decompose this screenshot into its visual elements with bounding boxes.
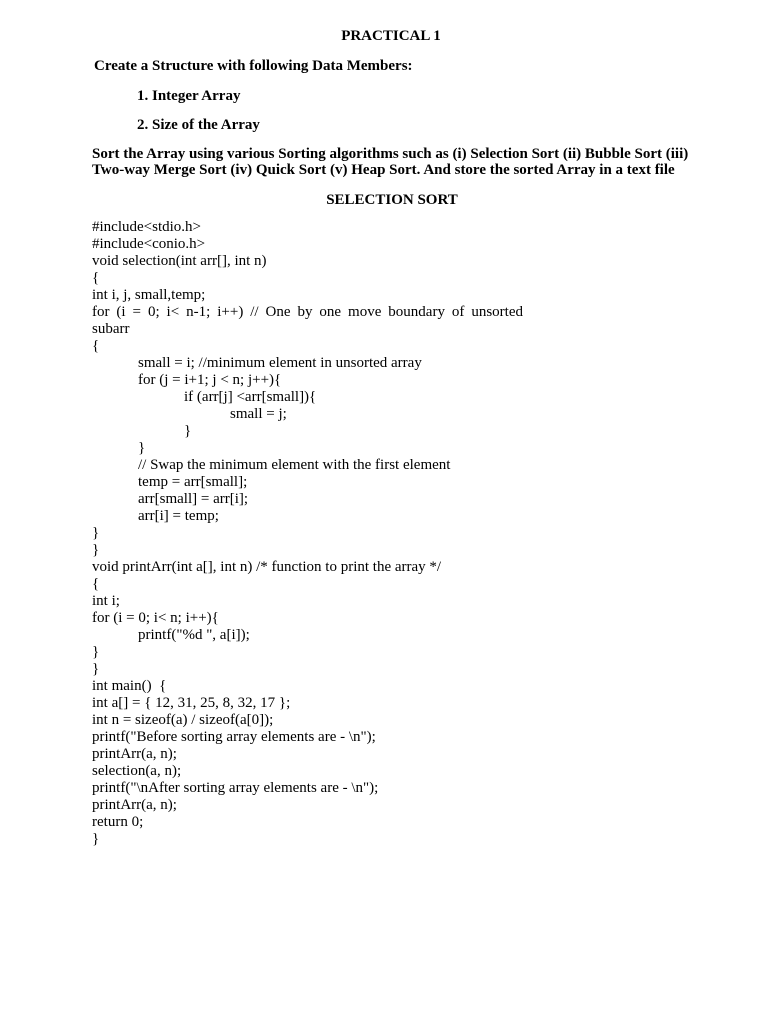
code-line: small = i; //minimum element in unsorted array bbox=[138, 355, 422, 371]
code-line: } bbox=[92, 525, 100, 541]
code-line: void selection(int arr[], int n) bbox=[92, 253, 267, 269]
code-line: return 0; bbox=[92, 814, 144, 830]
code-line: #include<stdio.h> bbox=[92, 219, 201, 235]
code-line: } bbox=[184, 423, 192, 439]
code-line: } bbox=[92, 644, 100, 660]
code-line: arr[small] = arr[i]; bbox=[138, 491, 249, 507]
code-line: for (j = i+1; j < n; j++){ bbox=[138, 372, 282, 388]
code-line: printf("\nAfter sorting array elements are - \n"); bbox=[92, 780, 379, 796]
task-line: Sort the Array using various Sorting algorithms such as (i) Selection Sort (ii) Bubble Sort (iii) bbox=[92, 146, 689, 162]
code-line: { bbox=[92, 270, 100, 286]
code-line: #include<conio.h> bbox=[92, 236, 206, 252]
code-line: for (i = 0; i< n-1; i++) // One by one move boundary of unsorted bbox=[92, 304, 523, 320]
code-line: if (arr[j] <arr[small]){ bbox=[184, 389, 317, 405]
code-line: { bbox=[92, 338, 100, 354]
task-description bbox=[92, 146, 722, 178]
code-line: printArr(a, n); bbox=[92, 746, 177, 762]
task-line: Two-way Merge Sort (iv) Quick Sort (v) Heap Sort. And store the sorted Array in a text file bbox=[92, 162, 675, 178]
code-line: printf("Before sorting array elements are - \n"); bbox=[92, 729, 376, 745]
section-title: SELECTION SORT bbox=[326, 192, 458, 208]
code-line: printf("%d ", a[i]); bbox=[138, 627, 250, 643]
code-line: small = j; bbox=[230, 406, 287, 422]
code-line: int n = sizeof(a) / sizeof(a[0]); bbox=[92, 712, 274, 728]
code-line: printArr(a, n); bbox=[92, 797, 177, 813]
code-line: selection(a, n); bbox=[92, 763, 182, 779]
code-line: { bbox=[92, 576, 100, 592]
code-line: } bbox=[138, 440, 146, 456]
code-listing bbox=[92, 219, 532, 848]
code-line: } bbox=[92, 831, 100, 847]
structure-heading: Create a Structure with following Data Members: bbox=[94, 58, 413, 74]
code-line: subarr bbox=[92, 321, 130, 337]
code-line: int main() { bbox=[92, 678, 167, 694]
code-line: int i, j, small,temp; bbox=[92, 287, 206, 303]
code-line: int i; bbox=[92, 593, 120, 609]
code-line: void printArr(int a[], int n) /* function to print the array */ bbox=[92, 559, 442, 575]
code-line: int a[] = { 12, 31, 25, 8, 32, 17 }; bbox=[92, 695, 291, 711]
code-line: arr[i] = temp; bbox=[138, 508, 219, 524]
code-line: } bbox=[92, 661, 100, 677]
member-array-size: 2. Size of the Array bbox=[137, 117, 260, 133]
code-line: } bbox=[92, 542, 100, 558]
page-title: PRACTICAL 1 bbox=[341, 28, 441, 44]
code-line: for (i = 0; i< n; i++){ bbox=[92, 610, 219, 626]
code-line: // Swap the minimum element with the first element bbox=[138, 457, 451, 473]
member-integer-array: 1. Integer Array bbox=[137, 88, 241, 104]
code-line: temp = arr[small]; bbox=[138, 474, 248, 490]
